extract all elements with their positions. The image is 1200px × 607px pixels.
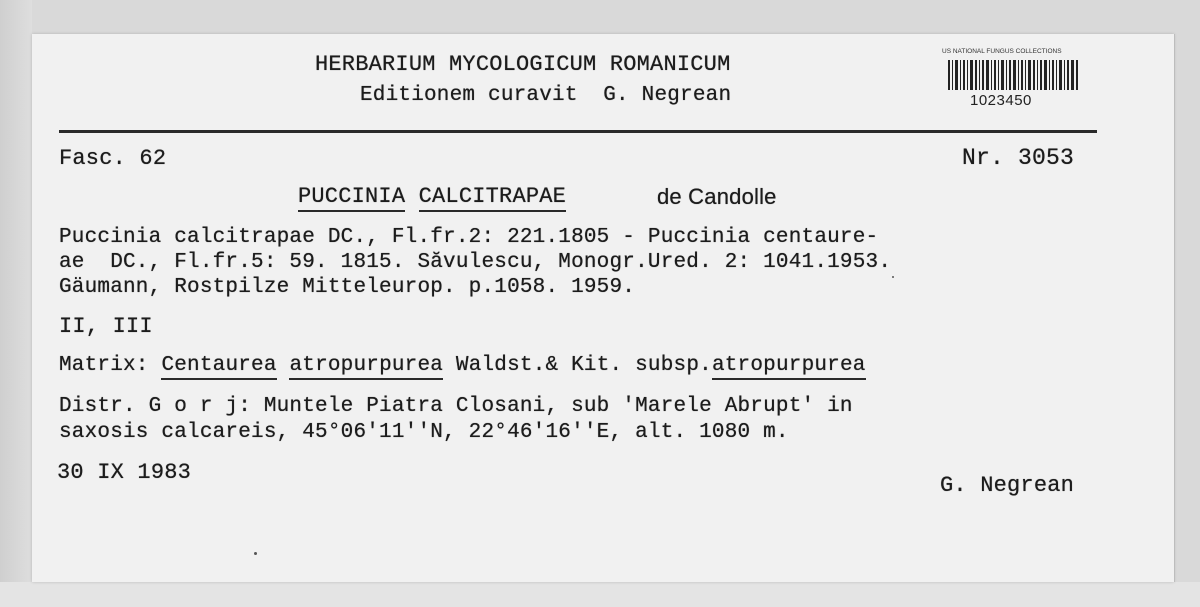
species-name (298, 186, 566, 208)
barcode-label (936, 42, 1086, 118)
spore-stages: II, III (59, 314, 153, 339)
background-bottom-edge (0, 582, 1200, 607)
collection-date: 30 IX 1983 (57, 460, 192, 485)
host-author: Waldst.& Kit. subsp. (455, 354, 712, 377)
barcode-caption: US NATIONAL FUNGUS COLLECTIONS (942, 48, 1062, 55)
fascicle-number: Fasc. 62 (59, 146, 167, 171)
herbarium-label (32, 34, 1174, 582)
reference-line-2: ae DC., Fl.fr.5: 59. 1815. Săvulescu, Monogr.Ured. 2: 1041.1953. (59, 251, 892, 274)
specimen-number: Nr. 3053 (962, 145, 1075, 171)
species-genus: PUCCINIA (298, 184, 405, 212)
paper-speck (892, 276, 894, 278)
herbarium-title: HERBARIUM MYCOLOGICUM ROMANICUM (315, 52, 731, 77)
label-right-edge (1174, 34, 1175, 582)
host-species: atropurpurea (289, 354, 443, 380)
species-epithet: CALCITRAPAE (419, 184, 566, 212)
matrix-label: Matrix: (59, 354, 149, 377)
background-left-edge (0, 0, 32, 607)
barcode-number: 1023450 (970, 92, 1032, 109)
host-subspecies: atropurpurea (712, 354, 866, 380)
distribution-line-2: saxosis calcareis, 45°06'11''N, 22°46'16''E, alt. 1080 m. (59, 421, 789, 444)
distribution-line-1: Distr. G o r j: Muntele Piatra Closani, sub 'Marele Abrupt' in (59, 395, 853, 418)
species-author: de Candolle (657, 184, 777, 209)
barcode-icon (948, 60, 1078, 90)
header-divider (59, 130, 1097, 133)
editor-line: Editionem curavit G. Negrean (360, 84, 732, 107)
matrix-line (59, 355, 866, 376)
host-genus: Centaurea (161, 354, 276, 380)
reference-line-1: Puccinia calcitrapae DC., Fl.fr.2: 221.1805 - Puccinia centaure- (59, 226, 879, 249)
collector-name: G. Negrean (940, 473, 1075, 498)
reference-line-3: Gäumann, Rostpilze Mitteleurop. p.1058. 1959. (59, 276, 636, 299)
paper-speck (254, 552, 257, 555)
